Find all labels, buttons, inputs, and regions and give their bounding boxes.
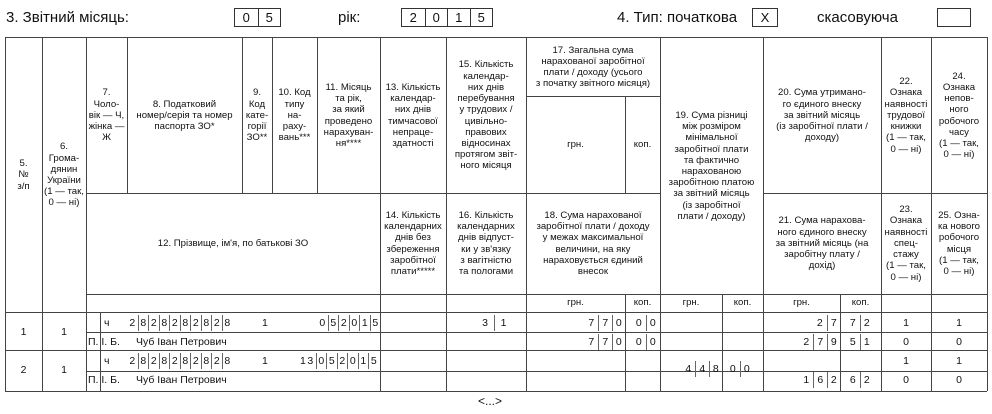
pib-label: П. І. Б. — [88, 374, 120, 386]
tax-id-digits — [127, 353, 232, 369]
digit-cell: 5 — [368, 353, 379, 369]
citizen-flag: 1 — [61, 364, 67, 376]
digit-cell: 0 — [425, 9, 448, 26]
digit-cell: 0 — [316, 353, 327, 369]
full-name: Чуб Іван Петрович — [136, 374, 227, 386]
col-21-grn — [800, 372, 841, 388]
digit-cell: 0 — [319, 317, 326, 329]
cancel-checkbox[interactable] — [937, 8, 971, 27]
col-21-kop — [846, 372, 873, 388]
header-col-8: 8. Податковий номер/серія та номер паспорта ЗО* — [136, 98, 233, 133]
digit-cell: 2 — [129, 317, 136, 329]
digit-cell: 1 — [447, 9, 470, 26]
grid-line — [5, 350, 987, 351]
digit-cell: 1 — [358, 353, 369, 369]
col-22-value: 1 — [903, 355, 909, 367]
digit-cell: 2 — [190, 353, 201, 369]
month-field[interactable] — [234, 8, 281, 27]
digit-cell: 0 — [646, 315, 660, 331]
row-number: 1 — [20, 326, 27, 338]
digit-cell: 4 — [695, 361, 709, 377]
header-col-25: 25. Озна- ка нового робочого місця (1 — так, 0 — ні) — [938, 209, 980, 277]
citizen-flag: 1 — [61, 326, 67, 338]
digit-cell: 0 — [740, 361, 754, 377]
initial-checkbox[interactable]: X — [752, 8, 778, 27]
year-label: рік: — [338, 9, 361, 26]
col-21-grn — [800, 334, 841, 350]
col-20-grn — [813, 315, 840, 331]
period-digits — [317, 315, 380, 331]
grid-line — [987, 37, 988, 391]
digit-cell: 1 — [359, 315, 370, 331]
digit-cell: 5 — [326, 353, 337, 369]
digit-cell: 8 — [180, 353, 191, 369]
digit-cell: 8 — [201, 315, 212, 331]
header-col-18: 18. Сума нарахованої заробітної плати / доходу у межах максимальної величини, на яку нараховується єдиний внесок — [536, 209, 650, 277]
tax-id-digits — [127, 315, 232, 331]
accrual-type-code: 1 — [300, 355, 306, 367]
digit-cell: 8 — [222, 353, 233, 369]
header-col-17: 17. Загальна сума нарахованої заробітної плати / доходу (усього з початку звітного місяця) — [535, 44, 651, 90]
digit-cell: 8 — [201, 353, 212, 369]
subheader-18-kop: коп. — [633, 297, 652, 309]
header-col-19: 19. Сума різниці між розміром мінімальної заробітної плати та фактично нарахованою заробітною платою за звітний місяць (із заробітної плати / доходу) — [668, 109, 755, 222]
col-19-grn — [682, 361, 723, 377]
header-col-12: 12. Прізвище, ім'я, по батькові ЗО — [157, 237, 309, 249]
digit-cell: 8 — [159, 353, 170, 369]
digit-cell: 7 — [598, 334, 612, 350]
header-col-20: 20. Сума утримано- го єдиного внеску за звітний місяць (із заробітної плати / доходу) — [776, 87, 868, 144]
digit-cell: 2 — [860, 315, 874, 331]
digit-cell: 5 — [470, 9, 493, 26]
digit-cell: 6 — [849, 374, 856, 386]
header-col-21: 21. Сума нарахова- ного єдиного внеску за звітний місяць (на заробітну плату / дохід) — [775, 215, 869, 272]
col-18-grn — [585, 334, 626, 350]
digit-cell: 8 — [222, 315, 233, 331]
digit-cell: 6 — [813, 372, 827, 388]
period-digits — [305, 353, 379, 369]
header-col-6: 6. Грома- дянин України (1 — так, 0 — ні) — [44, 141, 84, 209]
digit-cell: 7 — [588, 336, 595, 348]
col-23-value: 0 — [903, 336, 909, 348]
digit-cell: 0 — [635, 317, 642, 329]
digit-cell: 7 — [813, 334, 827, 350]
digit-cell: 8 — [138, 315, 149, 331]
header-col-13: 13. Кількість календар- них днів тимчасової непраце- здатності — [385, 81, 441, 149]
row-number: 2 — [20, 364, 27, 376]
digit-cell: 0 — [349, 315, 360, 331]
digit-cell: 7 — [598, 315, 612, 331]
digit-cell: 2 — [211, 315, 222, 331]
continuation-marker: <...> — [478, 394, 503, 408]
digit-cell: 8 — [709, 361, 723, 377]
header-col-11: 11. Місяць та рік, за який проведено нарахуван- ня**** — [323, 81, 374, 149]
digit-cell: 2 — [338, 315, 349, 331]
digit-cell: 7 — [827, 315, 841, 331]
category-code: 1 — [262, 355, 268, 367]
full-name: Чуб Іван Петрович — [136, 336, 227, 348]
col-24-value: 1 — [956, 355, 962, 367]
month-label: 3. Звітний місяць: — [6, 9, 129, 26]
header-col-7: 7. Чоло- вік — Ч, жінка — Ж — [88, 87, 125, 144]
digit-cell: 2 — [860, 372, 874, 388]
subheader-19-grn: грн. — [682, 297, 700, 309]
col-20-kop — [846, 315, 873, 331]
header-col-23: 23. Ознака наявності спец- стажу (1 — так, 0 — ні) — [884, 204, 928, 283]
digit-cell: 0 — [612, 334, 626, 350]
digit-cell: 2 — [409, 10, 417, 25]
subheader-20-kop: коп. — [851, 297, 870, 309]
cancel-label: скасовуюча — [817, 9, 898, 26]
digit-cell: 0 — [635, 336, 642, 348]
digit-cell: 8 — [159, 315, 170, 331]
digit-cell: 5 — [370, 315, 381, 331]
subheader-20-grn: грн. — [793, 297, 810, 309]
digit-cell: 5 — [849, 336, 856, 348]
header-col-24: 24. Ознака непов- ного робочого часу (1 — так, 0 — ні) — [938, 70, 980, 161]
col-23-value: 0 — [903, 374, 909, 386]
digit-cell: 1 — [494, 315, 512, 331]
grid-line — [86, 332, 987, 333]
digit-cell: 1 — [803, 374, 810, 386]
col-19-kop — [726, 361, 753, 377]
header-col-22: 22. Ознака наявності трудової книжки (1 — так, 0 — ні) — [884, 76, 928, 155]
type-label: 4. Тип: початкова — [617, 9, 738, 26]
digit-cell: 2 — [148, 353, 159, 369]
header-col-15: 15. Кількість календар- них днів перебування у трудових / цивільно- правових відносинах протягом звіт- ного місяця — [454, 59, 518, 172]
digit-cell: 2 — [803, 336, 810, 348]
sex-value: ч — [104, 317, 110, 329]
digit-cell: 9 — [827, 334, 841, 350]
digit-cell: 1 — [860, 334, 874, 350]
header-col-5: 5. № з/п — [17, 158, 30, 192]
header-col-16: 16. Кількість календарних днів відпуст- ки у зв'язку з вагітністю та пологами — [457, 209, 515, 277]
digit-cell: 3 — [482, 317, 488, 329]
digit-cell: 2 — [337, 353, 348, 369]
col-17-kop — [632, 315, 659, 331]
digit-cell: 8 — [138, 353, 149, 369]
year-field[interactable] — [401, 8, 493, 27]
digit-cell: 0 — [646, 334, 660, 350]
digit-cell: 2 — [148, 315, 159, 331]
subheader-18-grn: грн. — [567, 297, 584, 309]
digit-cell: 2 — [169, 353, 180, 369]
digit-cell: 2 — [169, 315, 180, 331]
col-25-value: 0 — [956, 374, 962, 386]
header-col-17-kop: коп. — [633, 138, 652, 150]
digit-cell: 7 — [849, 317, 856, 329]
header-col-9: 9. Код кате- горії ЗО** — [245, 87, 269, 144]
header-col-17-grn: грн. — [567, 138, 584, 150]
col-22-value: 1 — [903, 317, 909, 329]
sex-value: ч — [104, 355, 110, 367]
category-code: 1 — [262, 317, 268, 329]
col-15-digits — [476, 315, 512, 331]
header-col-14: 14. Кількість календарних днів без збереження заробітної плати***** — [384, 209, 442, 277]
digit-cell: 0 — [612, 315, 626, 331]
digit-cell: 5 — [258, 9, 281, 26]
col-17-grn — [585, 315, 626, 331]
col-25-value: 0 — [956, 336, 962, 348]
subheader-19-kop: коп. — [733, 297, 752, 309]
header-col-10: 10. Код типу на- раху- вань*** — [278, 87, 311, 144]
col-18-kop — [632, 334, 659, 350]
col-21-kop — [846, 334, 873, 350]
digit-cell: 2 — [129, 355, 136, 367]
digit-cell: 2 — [211, 353, 222, 369]
digit-cell: 0 — [242, 10, 250, 25]
digit-cell: 3 — [307, 355, 314, 367]
digit-cell: 2 — [827, 372, 841, 388]
digit-cell: 5 — [328, 315, 339, 331]
digit-cell: 7 — [588, 317, 595, 329]
pib-label: П. І. Б. — [88, 336, 120, 348]
digit-cell: 4 — [685, 363, 692, 375]
digit-cell: 8 — [180, 315, 191, 331]
col-24-value: 1 — [956, 317, 962, 329]
grid-line — [5, 391, 987, 392]
digit-cell: 2 — [816, 317, 823, 329]
digit-cell: 0 — [347, 353, 358, 369]
digit-cell: 2 — [190, 315, 201, 331]
digit-cell: 0 — [729, 363, 736, 375]
